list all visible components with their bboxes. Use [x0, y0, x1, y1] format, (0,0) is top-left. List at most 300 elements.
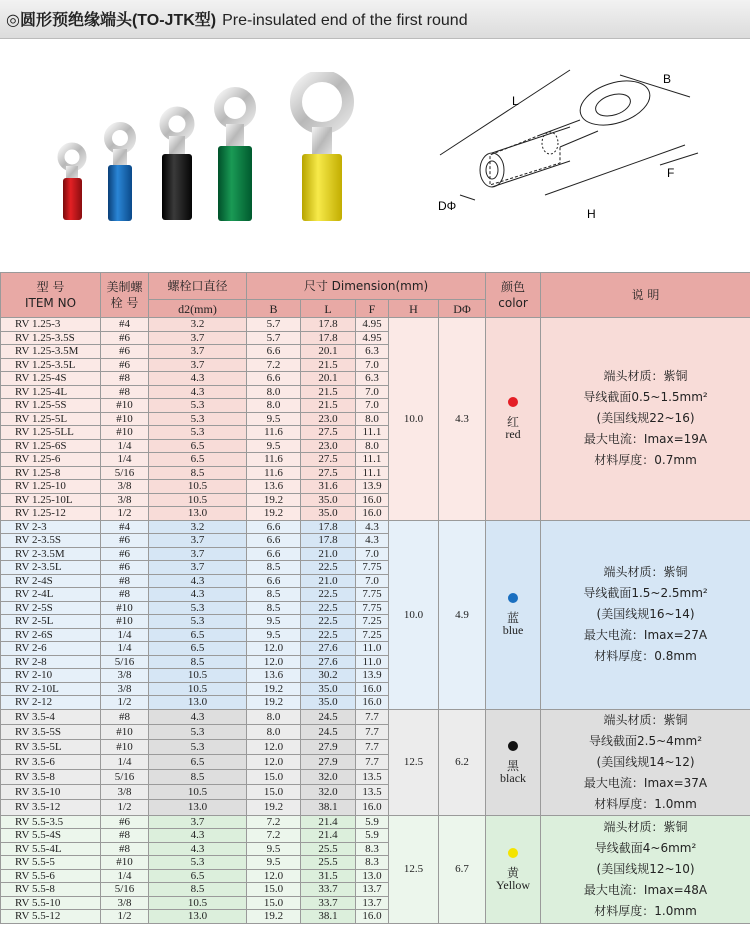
- cell-item: RV 1.25-3.5L: [1, 358, 101, 372]
- cell-L: 21.0: [301, 547, 356, 561]
- cell-B: 12.0: [247, 754, 301, 769]
- cell-B: 7.2: [247, 815, 301, 829]
- cell-us-bolt: #4: [101, 520, 149, 534]
- cell-F: 7.0: [356, 358, 389, 372]
- cell-item: RV 2-5S: [1, 601, 101, 615]
- cell-item: RV 2-10: [1, 669, 101, 683]
- cell-d2: 5.3: [149, 724, 247, 739]
- cell-us-bolt: 1/4: [101, 439, 149, 453]
- cell-us-bolt: 5/16: [101, 655, 149, 669]
- cell-F: 8.0: [356, 412, 389, 426]
- cell-us-bolt: 1/4: [101, 869, 149, 883]
- cell-F: 13.5: [356, 785, 389, 800]
- cell-B: 19.2: [247, 507, 301, 521]
- green-terminal-icon: [218, 92, 252, 221]
- cell-item: RV 1.25-3.5M: [1, 345, 101, 359]
- table-row: [1, 709, 750, 724]
- title-cn: 圆形预绝缘端头(TO-JTK型): [19, 12, 217, 29]
- cell-d2: 10.5: [149, 493, 247, 507]
- cell-item: RV 1.25-5LL: [1, 426, 101, 440]
- cell-F: 16.0: [356, 682, 389, 696]
- cell-L: 21.4: [301, 829, 356, 843]
- cell-B: 9.5: [247, 628, 301, 642]
- cell-us-bolt: 3/8: [101, 785, 149, 800]
- cell-us-bolt: 1/4: [101, 642, 149, 656]
- cell-item: RV 5.5-4S: [1, 829, 101, 843]
- color-en: Yellow: [495, 877, 531, 892]
- cell-F: 7.75: [356, 601, 389, 615]
- cell-H: 12.5: [389, 815, 439, 923]
- cell-d2: 6.5: [149, 642, 247, 656]
- cell-item: RV 1.25-3: [1, 318, 101, 332]
- cell-color: [486, 709, 541, 815]
- cell-B: 11.6: [247, 466, 301, 480]
- cell-us-bolt: 3/8: [101, 682, 149, 696]
- cell-d2: 4.3: [149, 372, 247, 386]
- cell-F: 16.0: [356, 696, 389, 710]
- cell-B: 19.2: [247, 493, 301, 507]
- color-dot-icon: [508, 593, 518, 603]
- header-color: 颜色 color: [486, 273, 541, 318]
- spec-table: [0, 272, 750, 924]
- cell-F: 5.9: [356, 815, 389, 829]
- cell-description: [541, 520, 750, 709]
- cell-B: 9.5: [247, 439, 301, 453]
- cell-L: 35.0: [301, 682, 356, 696]
- cell-d2: 13.0: [149, 910, 247, 924]
- cell-d2: 5.3: [149, 856, 247, 870]
- cell-F: 8.3: [356, 856, 389, 870]
- label-B: B: [663, 72, 672, 86]
- cell-L: 24.5: [301, 724, 356, 739]
- cell-us-bolt: #8: [101, 829, 149, 843]
- cell-description: [541, 709, 750, 815]
- cell-us-bolt: 1/4: [101, 628, 149, 642]
- cell-B: 6.6: [247, 520, 301, 534]
- cell-B: 12.0: [247, 869, 301, 883]
- description-line: 最大电流：Imax=37A: [583, 775, 708, 790]
- cell-B: 11.6: [247, 426, 301, 440]
- cell-color: [486, 318, 541, 521]
- description-line: 端头材质：紫铜: [603, 565, 688, 579]
- cell-item: RV 5.5-12: [1, 910, 101, 924]
- cell-d2: 10.5: [149, 669, 247, 683]
- cell-us-bolt: #6: [101, 358, 149, 372]
- cell-item: RV 3.5-10: [1, 785, 101, 800]
- color-cn: 红: [507, 415, 520, 430]
- color-en: blue: [502, 623, 524, 637]
- cell-item: RV 3.5-5L: [1, 739, 101, 754]
- header-dimension: 尺寸 Dimension(mm): [247, 273, 486, 300]
- cell-L: 30.2: [301, 669, 356, 683]
- cell-L: 17.8: [301, 520, 356, 534]
- color-en: black: [500, 770, 527, 785]
- cell-L: 21.4: [301, 815, 356, 829]
- cell-B: 8.5: [247, 601, 301, 615]
- header-us-bolt: 美制螺 栓 号: [101, 273, 149, 318]
- cell-us-bolt: 3/8: [101, 669, 149, 683]
- cell-L: 35.0: [301, 507, 356, 521]
- cell-L: 23.0: [301, 412, 356, 426]
- cell-H: 12.5: [389, 709, 439, 815]
- cell-d2: 4.3: [149, 588, 247, 602]
- cell-B: 6.6: [247, 345, 301, 359]
- cell-us-bolt: #6: [101, 561, 149, 575]
- cell-item: RV 5.5-4L: [1, 842, 101, 856]
- cell-B: 6.6: [247, 547, 301, 561]
- cell-L: 17.8: [301, 318, 356, 332]
- cell-F: 16.0: [356, 493, 389, 507]
- header-L: L: [301, 300, 356, 318]
- cell-us-bolt: 1/2: [101, 910, 149, 924]
- cell-item: RV 2-5L: [1, 615, 101, 629]
- cell-L: 22.5: [301, 615, 356, 629]
- cell-d2: 3.7: [149, 547, 247, 561]
- cell-B: 12.0: [247, 642, 301, 656]
- color-cn: 黄: [507, 865, 520, 880]
- cell-H: 10.0: [389, 520, 439, 709]
- cell-F: 13.5: [356, 770, 389, 785]
- table-row: [1, 815, 750, 829]
- cell-d2: 4.3: [149, 574, 247, 588]
- cell-item: RV 3.5-8: [1, 770, 101, 785]
- cell-d2: 8.5: [149, 655, 247, 669]
- cell-F: 11.1: [356, 453, 389, 467]
- page-header: [0, 0, 750, 39]
- cell-L: 25.5: [301, 856, 356, 870]
- cell-description: [541, 318, 750, 521]
- cell-us-bolt: #8: [101, 588, 149, 602]
- label-H: H: [587, 207, 596, 221]
- cell-B: 9.5: [247, 412, 301, 426]
- cell-F: 7.0: [356, 574, 389, 588]
- cell-us-bolt: #8: [101, 574, 149, 588]
- cell-F: 7.7: [356, 709, 389, 724]
- header-D: DΦ: [439, 300, 486, 318]
- cell-B: 5.7: [247, 331, 301, 345]
- circle-symbol-icon: ◎: [6, 12, 20, 29]
- description-line: 端头材质：紫铜: [603, 712, 688, 727]
- cell-B: 6.6: [247, 372, 301, 386]
- cell-d2: 8.5: [149, 883, 247, 897]
- cell-F: 7.7: [356, 754, 389, 769]
- cell-D: 4.9: [439, 520, 486, 709]
- description-line: (美国线规22~16): [596, 411, 695, 426]
- cell-d2: 8.5: [149, 466, 247, 480]
- cell-L: 31.6: [301, 480, 356, 494]
- cell-L: 22.5: [301, 561, 356, 575]
- cell-d2: 13.0: [149, 800, 247, 815]
- cell-L: 27.5: [301, 426, 356, 440]
- cell-B: 9.5: [247, 615, 301, 629]
- product-photo: [40, 72, 370, 242]
- cell-B: 15.0: [247, 785, 301, 800]
- cell-us-bolt: #8: [101, 842, 149, 856]
- cell-item: RV 1.25-5S: [1, 399, 101, 413]
- cell-us-bolt: #6: [101, 815, 149, 829]
- cell-item: RV 1.25-6: [1, 453, 101, 467]
- cell-item: RV 2-4L: [1, 588, 101, 602]
- cell-F: 11.1: [356, 426, 389, 440]
- cell-item: RV 2-6: [1, 642, 101, 656]
- header-item: 型 号 ITEM NO: [1, 273, 101, 318]
- blue-terminal-icon: [108, 126, 132, 221]
- cell-us-bolt: #10: [101, 739, 149, 754]
- table-row: [1, 520, 750, 534]
- cell-item: RV 5.5-6: [1, 869, 101, 883]
- description-line: (美国线规14~12): [596, 754, 695, 769]
- cell-item: RV 5.5-10: [1, 896, 101, 910]
- cell-us-bolt: 3/8: [101, 896, 149, 910]
- cell-d2: 5.3: [149, 601, 247, 615]
- cell-L: 31.5: [301, 869, 356, 883]
- cell-F: 8.0: [356, 439, 389, 453]
- cell-us-bolt: #6: [101, 331, 149, 345]
- cell-us-bolt: 1/4: [101, 453, 149, 467]
- cell-item: RV 1.25-3.5S: [1, 331, 101, 345]
- header-description: 说 明: [541, 273, 750, 318]
- cell-B: 13.6: [247, 669, 301, 683]
- description-line: 导线截面2.5~4mm²: [589, 733, 703, 748]
- cell-item: RV 2-3: [1, 520, 101, 534]
- color-dot-icon: [508, 848, 518, 858]
- cell-F: 7.0: [356, 385, 389, 399]
- cell-item: RV 2-4S: [1, 574, 101, 588]
- description-line: (美国线规16~14): [596, 607, 695, 621]
- cell-d2: 4.3: [149, 842, 247, 856]
- cell-d2: 6.5: [149, 453, 247, 467]
- cell-H: 10.0: [389, 318, 439, 521]
- cell-item: RV 2-8: [1, 655, 101, 669]
- cell-item: RV 5.5-3.5: [1, 815, 101, 829]
- cell-L: 21.0: [301, 574, 356, 588]
- cell-B: 19.2: [247, 910, 301, 924]
- cell-d2: 3.2: [149, 520, 247, 534]
- cell-item: RV 3.5-4: [1, 709, 101, 724]
- cell-L: 25.5: [301, 842, 356, 856]
- cell-d2: 10.5: [149, 785, 247, 800]
- cell-B: 13.6: [247, 480, 301, 494]
- cell-L: 17.8: [301, 331, 356, 345]
- label-F: F: [667, 166, 675, 180]
- cell-B: 15.0: [247, 896, 301, 910]
- cell-us-bolt: 1/2: [101, 696, 149, 710]
- cell-item: RV 3.5-5S: [1, 724, 101, 739]
- cell-us-bolt: #6: [101, 534, 149, 548]
- cell-d2: 8.5: [149, 770, 247, 785]
- cell-F: 13.0: [356, 869, 389, 883]
- page-title: [6, 7, 468, 30]
- cell-d2: 6.5: [149, 754, 247, 769]
- description-line: 最大电流：Imax=48A: [583, 882, 708, 897]
- color-cn: 黑: [507, 758, 520, 773]
- cell-F: 7.25: [356, 615, 389, 629]
- cell-F: 5.9: [356, 829, 389, 843]
- cell-F: 7.75: [356, 561, 389, 575]
- cell-us-bolt: #10: [101, 724, 149, 739]
- cell-item: RV 1.25-4L: [1, 385, 101, 399]
- cell-F: 7.25: [356, 628, 389, 642]
- description-line: 材料厚度：1.0mm: [594, 903, 697, 918]
- cell-L: 27.9: [301, 739, 356, 754]
- cell-B: 9.5: [247, 842, 301, 856]
- description-line: 端头材质：紫铜: [603, 819, 688, 834]
- cell-item: RV 2-3.5M: [1, 547, 101, 561]
- cell-d2: 3.7: [149, 561, 247, 575]
- cell-B: 19.2: [247, 682, 301, 696]
- cell-us-bolt: #8: [101, 372, 149, 386]
- cell-F: 7.7: [356, 739, 389, 754]
- cell-color: [486, 815, 541, 923]
- cell-us-bolt: #8: [101, 709, 149, 724]
- cell-B: 12.0: [247, 655, 301, 669]
- cell-L: 27.9: [301, 754, 356, 769]
- cell-d2: 3.7: [149, 815, 247, 829]
- cell-L: 21.5: [301, 385, 356, 399]
- title-en: Pre-insulated end of the first round: [222, 12, 468, 29]
- cell-F: 13.9: [356, 669, 389, 683]
- cell-L: 33.7: [301, 883, 356, 897]
- cell-us-bolt: 3/8: [101, 480, 149, 494]
- header-H: H: [389, 300, 439, 318]
- cell-L: 33.7: [301, 896, 356, 910]
- cell-L: 27.6: [301, 655, 356, 669]
- cell-d2: 10.5: [149, 480, 247, 494]
- cell-F: 13.9: [356, 480, 389, 494]
- cell-L: 27.6: [301, 642, 356, 656]
- description-line: 材料厚度：0.7mm: [594, 453, 697, 468]
- color-cn: 蓝: [507, 611, 520, 625]
- cell-item: RV 2-3.5L: [1, 561, 101, 575]
- description-line: 最大电流：Imax=19A: [583, 432, 708, 447]
- cell-us-bolt: #4: [101, 318, 149, 332]
- cell-D: 4.3: [439, 318, 486, 521]
- cell-d2: 13.0: [149, 507, 247, 521]
- cell-F: 4.95: [356, 318, 389, 332]
- cell-B: 8.0: [247, 399, 301, 413]
- description-line: 导线截面4~6mm²: [594, 840, 697, 855]
- cell-L: 38.1: [301, 800, 356, 815]
- cell-color: [486, 520, 541, 709]
- red-terminal-icon: [61, 146, 83, 220]
- cell-d2: 3.7: [149, 331, 247, 345]
- cell-item: RV 3.5-12: [1, 800, 101, 815]
- cell-d2: 5.3: [149, 412, 247, 426]
- description-line: 端头材质：紫铜: [603, 369, 688, 384]
- cell-L: 22.5: [301, 588, 356, 602]
- cell-B: 15.0: [247, 883, 301, 897]
- cell-L: 27.5: [301, 453, 356, 467]
- cell-B: 8.5: [247, 588, 301, 602]
- cell-B: 15.0: [247, 770, 301, 785]
- cell-F: 16.0: [356, 507, 389, 521]
- cell-F: 8.3: [356, 842, 389, 856]
- cell-F: 11.0: [356, 655, 389, 669]
- cell-us-bolt: 1/2: [101, 800, 149, 815]
- cell-L: 21.5: [301, 358, 356, 372]
- cell-B: 6.6: [247, 534, 301, 548]
- cell-D: 6.2: [439, 709, 486, 815]
- header-B: B: [247, 300, 301, 318]
- cell-d2: 6.5: [149, 628, 247, 642]
- cell-d2: 10.5: [149, 682, 247, 696]
- cell-F: 6.3: [356, 372, 389, 386]
- cell-B: 6.6: [247, 574, 301, 588]
- cell-L: 24.5: [301, 709, 356, 724]
- cell-F: 6.3: [356, 345, 389, 359]
- cell-L: 17.8: [301, 534, 356, 548]
- cell-F: 11.1: [356, 466, 389, 480]
- cell-d2: 3.7: [149, 345, 247, 359]
- cell-B: 11.6: [247, 453, 301, 467]
- color-en: red: [505, 427, 521, 442]
- cell-item: RV 1.25-8: [1, 466, 101, 480]
- cell-B: 5.7: [247, 318, 301, 332]
- cell-L: 38.1: [301, 910, 356, 924]
- cell-B: 19.2: [247, 800, 301, 815]
- header-d2: d2(mm): [149, 300, 247, 318]
- cell-F: 7.7: [356, 724, 389, 739]
- table-row: [1, 318, 750, 332]
- cell-B: 7.2: [247, 358, 301, 372]
- cell-us-bolt: #6: [101, 345, 149, 359]
- cell-L: 21.5: [301, 399, 356, 413]
- cell-F: 4.3: [356, 534, 389, 548]
- cell-d2: 5.3: [149, 615, 247, 629]
- cell-F: 13.7: [356, 883, 389, 897]
- cell-description: [541, 815, 750, 923]
- cell-B: 8.0: [247, 385, 301, 399]
- color-dot-icon: [508, 741, 518, 751]
- cell-L: 35.0: [301, 493, 356, 507]
- cell-us-bolt: #10: [101, 601, 149, 615]
- cell-us-bolt: #10: [101, 426, 149, 440]
- cell-d2: 4.3: [149, 709, 247, 724]
- cell-L: 27.5: [301, 466, 356, 480]
- description-line: 最大电流：Imax=27A: [583, 628, 708, 642]
- cell-item: RV 2-12: [1, 696, 101, 710]
- cell-us-bolt: #10: [101, 412, 149, 426]
- cell-F: 11.0: [356, 642, 389, 656]
- cell-L: 32.0: [301, 770, 356, 785]
- cell-item: RV 5.5-8: [1, 883, 101, 897]
- cell-F: 16.0: [356, 800, 389, 815]
- cell-F: 13.7: [356, 896, 389, 910]
- cell-B: 8.0: [247, 709, 301, 724]
- dimension-diagram: [420, 55, 720, 235]
- cell-F: 16.0: [356, 910, 389, 924]
- cell-d2: 4.3: [149, 385, 247, 399]
- cell-F: 7.0: [356, 399, 389, 413]
- cell-B: 9.5: [247, 856, 301, 870]
- cell-item: RV 1.25-6S: [1, 439, 101, 453]
- cell-us-bolt: #10: [101, 399, 149, 413]
- cell-item: RV 2-6S: [1, 628, 101, 642]
- cell-item: RV 2-10L: [1, 682, 101, 696]
- cell-d2: 10.5: [149, 896, 247, 910]
- cell-us-bolt: #6: [101, 547, 149, 561]
- cell-F: 4.95: [356, 331, 389, 345]
- cell-item: RV 1.25-10: [1, 480, 101, 494]
- label-D: DΦ: [438, 199, 457, 213]
- description-line: 导线截面1.5~2.5mm²: [583, 586, 708, 600]
- cell-F: 7.75: [356, 588, 389, 602]
- cell-us-bolt: #10: [101, 856, 149, 870]
- cell-B: 7.2: [247, 829, 301, 843]
- description-line: 导线截面0.5~1.5mm²: [583, 390, 708, 405]
- cell-F: 4.3: [356, 520, 389, 534]
- cell-L: 32.0: [301, 785, 356, 800]
